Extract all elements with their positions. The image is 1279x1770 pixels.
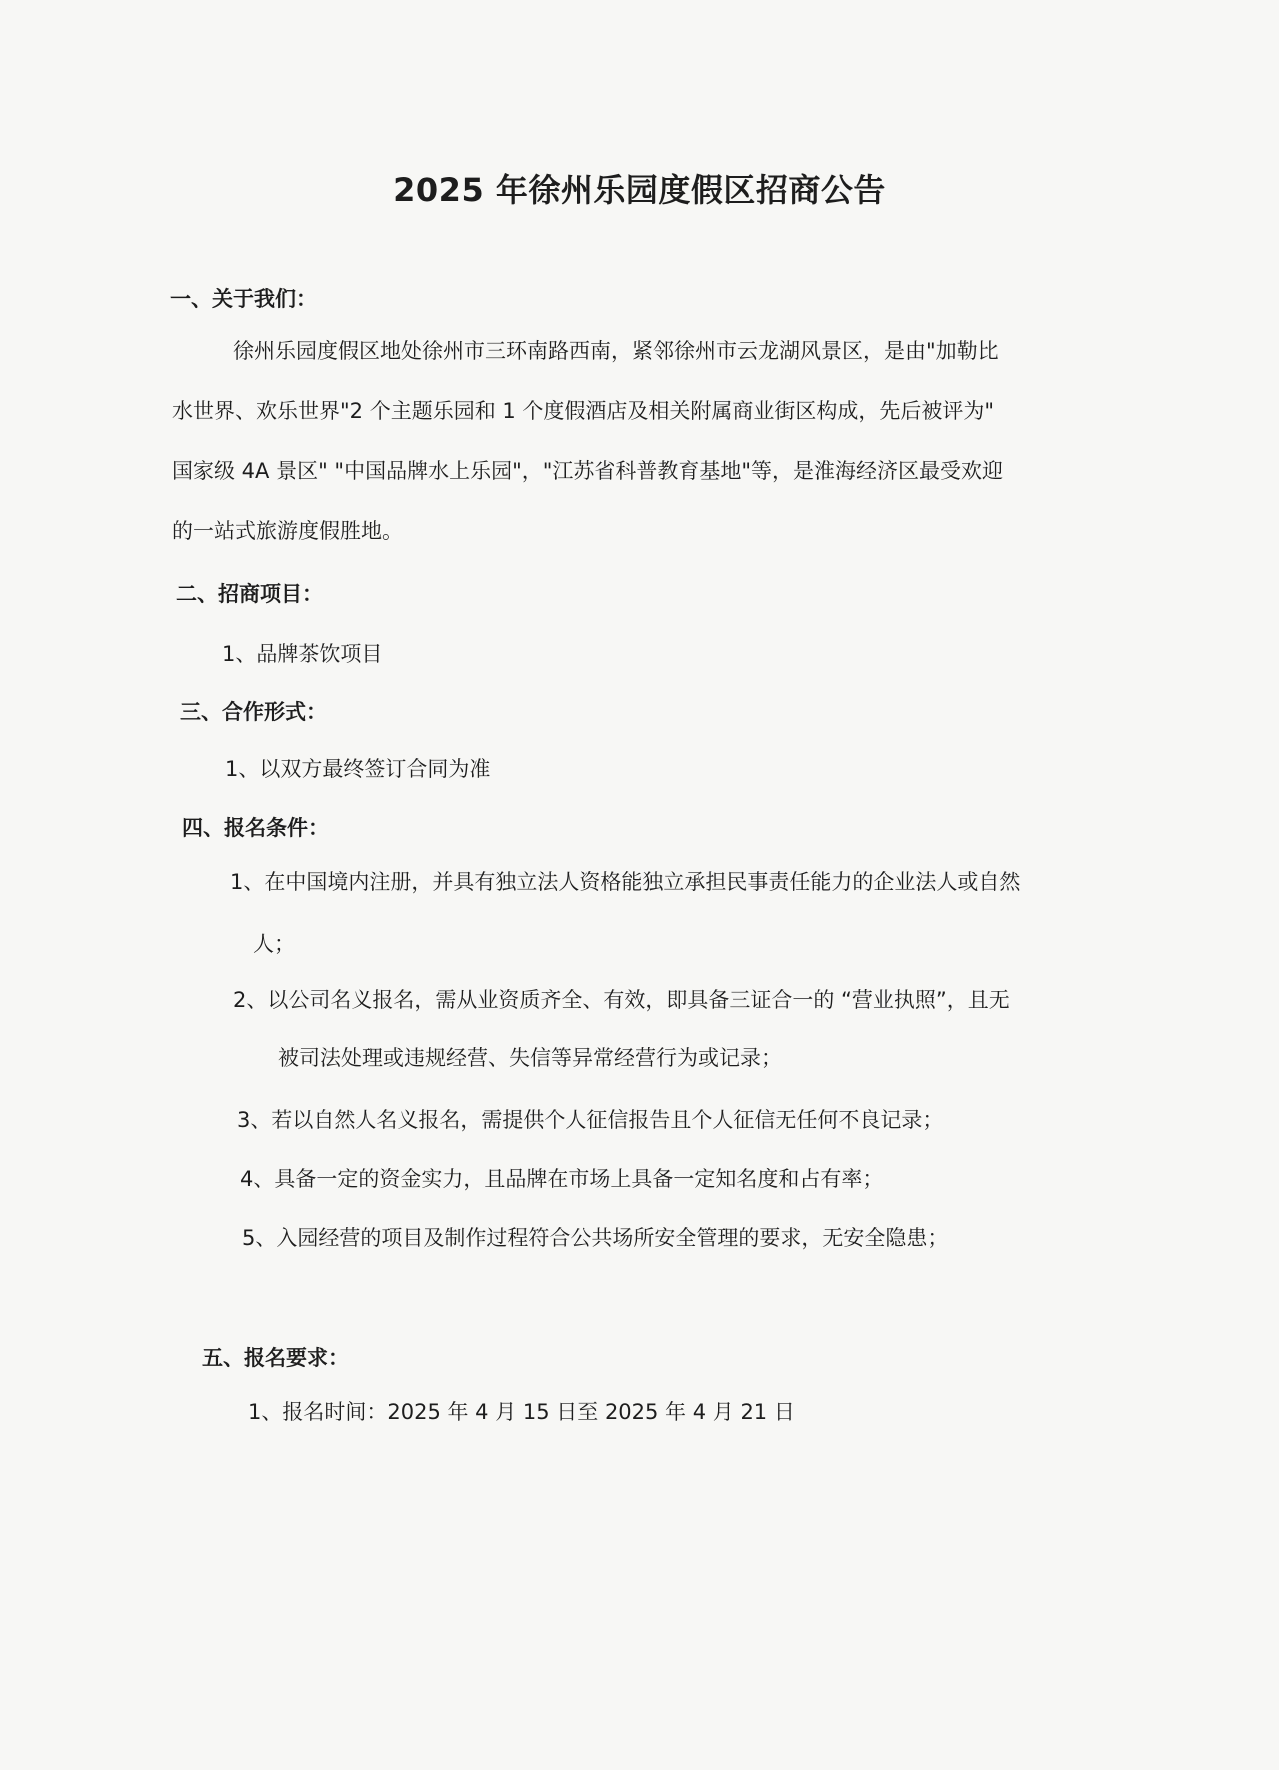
section-heading-requirements: 五、报名要求： — [202, 1346, 349, 1370]
about-paragraph-line: 徐州乐园度假区地处徐州市三环南路西南，紧邻徐州市云龙湖风景区，是由"加勒比 — [233, 339, 999, 363]
about-paragraph-line: 国家级 4A 景区" "中国品牌水上乐园"，"江苏省科普教育基地"等，是淮海经济区最受欢迎 — [172, 459, 1004, 483]
condition-item: 1、在中国境内注册，并具有独立法人资格能独立承担民事责任能力的企业法人或自然 — [230, 870, 1021, 894]
requirements-item: 1、报名时间：2025 年 4 月 15 日至 2025 年 4 月 21 日 — [248, 1400, 795, 1424]
document-title: 2025 年徐州乐园度假区招商公告 — [393, 171, 886, 209]
condition-item-continuation: 被司法处理或违规经营、失信等异常经营行为或记录； — [278, 1046, 782, 1070]
section-heading-about: 一、关于我们： — [170, 287, 317, 311]
condition-item: 4、具备一定的资金实力，且品牌在市场上具备一定知名度和占有率； — [240, 1167, 884, 1191]
section-heading-conditions: 四、报名条件： — [182, 816, 329, 840]
about-paragraph-line: 水世界、欢乐世界"2 个主题乐园和 1 个度假酒店及相关附属商业街区构成，先后被评为" — [172, 399, 995, 423]
condition-item-continuation: 人； — [253, 932, 295, 956]
section-heading-projects: 二、招商项目： — [176, 582, 323, 606]
about-paragraph-line: 的一站式旅游度假胜地。 — [172, 519, 403, 543]
condition-item: 3、若以自然人名义报名，需提供个人征信报告且个人征信无任何不良记录； — [237, 1108, 944, 1132]
condition-item: 5、入园经营的项目及制作过程符合公共场所安全管理的要求，无安全隐患； — [242, 1226, 949, 1250]
projects-item: 1、品牌茶饮项目 — [222, 642, 383, 666]
condition-item: 2、以公司名义报名，需从业资质齐全、有效，即具备三证合一的 “营业执照”，且无 — [233, 988, 1010, 1012]
cooperation-item: 1、以双方最终签订合同为准 — [225, 757, 491, 781]
section-heading-cooperation: 三、合作形式： — [180, 700, 327, 724]
